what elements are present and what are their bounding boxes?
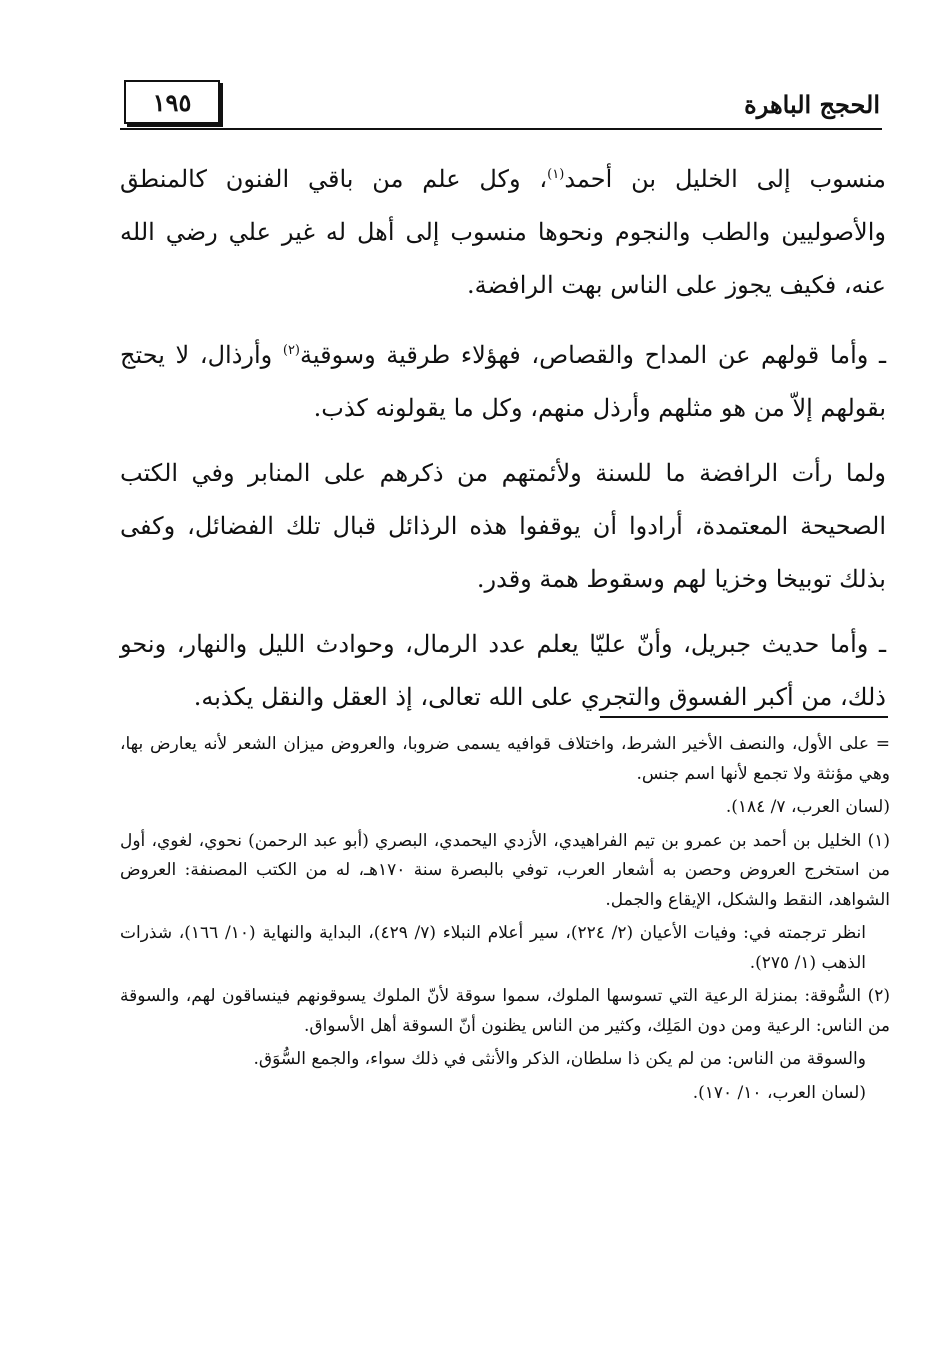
footnote-continuation: = على الأول، والنصف الأخير الشرط، واختلاف قوافيه يسمى ضروبا، والعروض ميزان الشعر لأنه يعارض بها، وهي مؤنثة ولا تجمع لأنها اسم جنس. <box>120 734 890 784</box>
running-title: الحجج الباهرة <box>744 90 880 119</box>
footnote-1: (١) الخليل بن أحمد بن عمرو بن تيم الفراهيدي، الأزدي اليحمدي، البصري (أبو عبد الرحمن) نحوي، لغوي، أول من استخرج العروض وحصن به أشعار العرب، توفي بالبصرة سنة ١٧٠هـ، له من الكتب المصنفة: العروض الشواهد، النقط والشكل، الإيقاع والجمل. <box>120 830 890 910</box>
paragraph-2 <box>120 324 886 435</box>
paragraph-1 <box>120 148 886 312</box>
footnote-2: (٢) السُّوقة: بمنزلة الرعية التي تسوسها الملوك، سموا سوقة لأنّ الملوك يسوقونهم فينساقون لهم، والسوقة من الناس: الرعية ومن دون المَلِك، وكثير من الناس يظنون أنّ السوقة أهل الأسواق. <box>120 986 890 1036</box>
paragraph-1-end: ، وكل علم من باقي الفنون كالمنطق والأصوليين والطب والنجوم ونحوها منسوب إلى أهل له غير علي رضي الله عنه، فكيف يجوز على الناس بهت الرافضة. <box>120 165 886 299</box>
footnote-separator <box>600 716 888 718</box>
footnotes <box>120 730 890 1112</box>
footnote-ref-2: (٢) <box>282 343 300 358</box>
page-number: ١٩٥ <box>124 80 220 124</box>
paragraph-2-start: ـ وأما قولهم عن المداح والقصاص، فهؤلاء طرقية وسوقية <box>300 341 886 369</box>
footnote-2-extra: والسوقة من الناس: من لم يكن ذا سلطان، الذكر والأنثى في ذلك سواء، والجمع السُّوَق. <box>253 1049 866 1069</box>
paragraph-3: ولما رأت الرافضة ما للسنة ولأئمتهم من ذكرهم على المنابر وفي الكتب الصحيحة المعتمدة، أرادوا أن يوقفوا هذه الرذائل قبال تلك الفضائل، وكفى بذلك توبيخا وخزيا لهم وسقوط همة وقدر. <box>120 459 886 593</box>
footnote-1-references: انظر ترجمته في: وفيات الأعيان (٢/ ٢٢٤)، سير أعلام النبلاء (٧/ ٤٢٩)، البداية والنهاية (١٠/ ١٦٦)، شذرات الذهب (١/ ٢٧٥). <box>120 923 866 973</box>
footnote-ref-1: (١) <box>547 167 565 182</box>
paragraph-1-start: منسوب إلى الخليل بن أحمد <box>564 165 886 193</box>
page-header <box>120 72 882 130</box>
paragraph-2-end: وأرذال، لا يحتج بقولهم إلاّ من هو مثلهم وأرذل منهم، وكل ما يقولونه كذب. <box>120 341 886 422</box>
paragraph-4: ـ وأما حديث جبريل، وأنّ عليّا يعلم عدد الرمال، وحوادث الليل والنهار، ونحو ذلك، من أكبر الفسوق والتجري على الله تعالى، إذ العقل والنقل يكذبه. <box>120 630 886 711</box>
main-text <box>120 148 886 736</box>
footnote-continuation-source: (لسان العرب، ٧/ ١٨٤). <box>725 797 890 817</box>
footnote-2-source: (لسان العرب، ١٠/ ١٧٠). <box>692 1082 866 1103</box>
